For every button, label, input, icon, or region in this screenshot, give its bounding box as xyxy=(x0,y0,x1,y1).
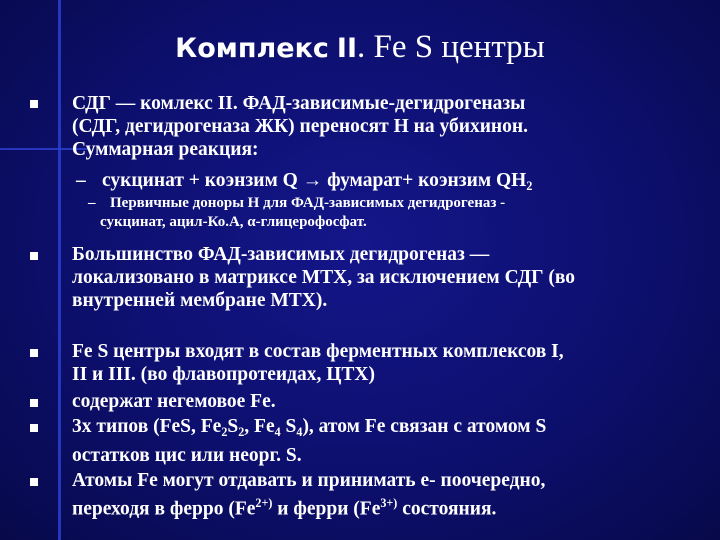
bullet-4-line-1: содержат негемовое Fe. xyxy=(72,391,276,412)
text-run: состояния. xyxy=(397,498,497,520)
reaction-right: фумарат+ коэнзим QH xyxy=(322,170,527,191)
reaction-left: сукцинат + коэнзим Q xyxy=(102,170,298,191)
bullet-marker xyxy=(30,349,38,357)
text-run: S xyxy=(280,416,297,437)
subscript: 2 xyxy=(238,425,245,440)
bullet-4-text xyxy=(72,390,712,413)
subscript: 4 xyxy=(296,425,303,440)
donors-line-1: Первичные доноры Н для ФАД-зависимых дегидрогеназ - xyxy=(110,195,506,211)
bullet-6-line-2 xyxy=(72,492,712,520)
bullet-1-text xyxy=(72,92,712,161)
bullet-3-line-1: Fe S центры входят в состав ферментных комплексов I, xyxy=(72,341,564,362)
bullet-marker xyxy=(30,399,38,407)
bullet-2-text xyxy=(72,243,712,312)
bullet-1-line-2: (СДГ, дегидрогеназа ЖК) переносят Н на убихинон. xyxy=(72,116,529,137)
title-part-complex: Комплекс xyxy=(175,33,329,64)
subscript: 4 xyxy=(274,425,281,440)
text-run: , Fe xyxy=(244,416,275,437)
bullet-2-line-1: Большинство ФАД-зависимых дегидрогеназ — xyxy=(72,244,490,265)
bullet-3-text xyxy=(72,340,712,386)
text-run: ), атом Fe связан с атомом S xyxy=(302,416,547,437)
dash-marker: – xyxy=(88,195,96,211)
subscript: 2 xyxy=(221,425,228,440)
donors-line-2: сукцинат, ацил-Ко.А, α-глицерофосфат. xyxy=(100,214,367,230)
bullet-5-line-2: остатков цис или неорг. S. xyxy=(72,445,302,467)
title-part-fes: . Fe S центры xyxy=(357,29,545,65)
bullet-6-line-1: Атомы Fe могут отдавать и принимать е- поочередно, xyxy=(72,470,546,491)
primary-donors-note xyxy=(88,194,505,232)
superscript: 3+) xyxy=(380,496,398,510)
slide-title xyxy=(0,28,720,66)
text-run: S xyxy=(227,416,239,437)
bullet-marker xyxy=(30,100,38,108)
bullet-5-text xyxy=(72,415,712,467)
bullet-6-text xyxy=(72,469,712,520)
bullet-1-line-1: СДГ — комлекс II. ФАД-зависимые-дегидрогеназы xyxy=(72,93,526,114)
dash-marker: – xyxy=(76,170,86,191)
arrow-icon: → xyxy=(302,170,323,191)
text-run: переходя в ферро (Fe xyxy=(72,498,256,520)
bullet-5-line-1 xyxy=(72,415,712,444)
reaction-subscript: 2 xyxy=(526,179,533,194)
bullet-2-line-3: внутренней мембране МТХ). xyxy=(72,290,328,311)
bullet-marker xyxy=(30,252,38,260)
bullet-1-line-3: Суммарная реакция: xyxy=(72,139,259,160)
bullet-marker xyxy=(30,478,38,486)
bullet-marker xyxy=(30,424,38,432)
superscript: 2+) xyxy=(255,496,273,510)
bullet-2-line-2: локализовано в матриксе МТХ, за исключением СДГ (во xyxy=(72,267,576,288)
decorative-vertical-line xyxy=(58,0,61,540)
text-run: и ферри (Fe xyxy=(272,498,381,520)
title-part-numeral: II xyxy=(336,33,358,64)
text-run: 3х типов (FeS, Fe xyxy=(72,416,222,437)
bullet-3-line-2: II и III. (во флавопротеидах, ЦТХ) xyxy=(72,364,375,385)
